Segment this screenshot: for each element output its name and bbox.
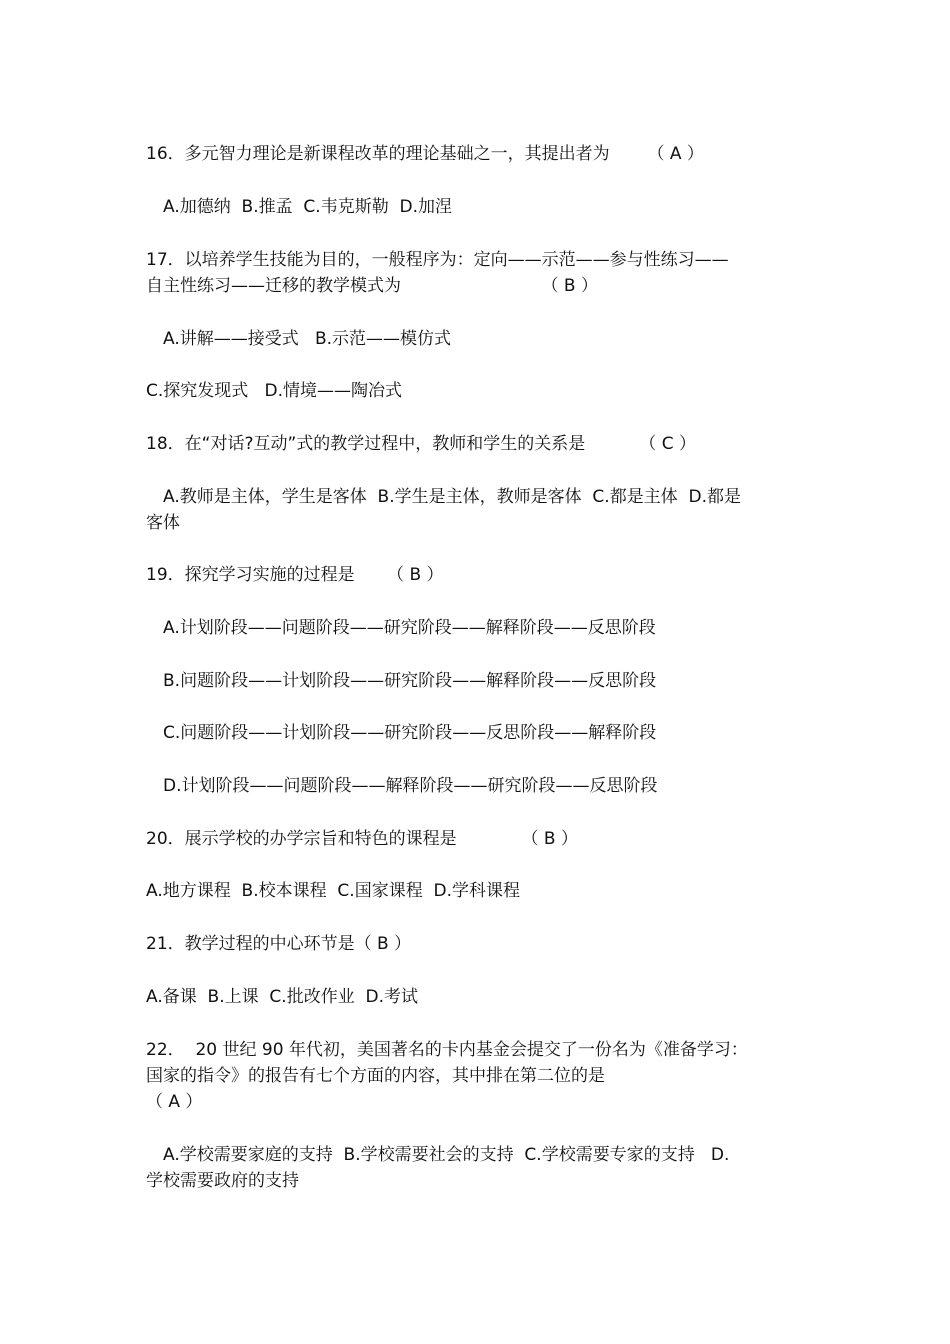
question-17-line-1: 17．以培养学生技能为目的，一般程序为：定向——示范——参与性练习—— bbox=[146, 250, 729, 270]
question-22-line-1: 22． 20 世纪 90 年代初，美国著名的卡内基金会提交了一份名为《准备学习： bbox=[146, 1040, 748, 1060]
question-22-answer: （ A ） bbox=[146, 1092, 203, 1112]
question-18-options-line-2: 客体 bbox=[146, 513, 180, 533]
question-19-option-a: A.计划阶段——问题阶段——研究阶段——解释阶段——反思阶段 bbox=[163, 618, 656, 638]
question-19-option-b: B.问题阶段——计划阶段——研究阶段——解释阶段——反思阶段 bbox=[163, 671, 657, 691]
question-22-line-2: 国家的指令》的报告有七个方面的内容，其中排在第二位的是 bbox=[146, 1066, 605, 1086]
question-17-line-2: 自主性练习——迁移的教学模式为 （ B ） bbox=[146, 276, 598, 296]
question-16: 16．多元智力理论是新课程改革的理论基础之一，其提出者为 （ A ） bbox=[146, 144, 704, 164]
question-22-options-line-2: 学校需要政府的支持 bbox=[146, 1171, 299, 1191]
question-16-options: A.加德纳 B.推孟 C.韦克斯勒 D.加涅 bbox=[163, 197, 452, 217]
question-18-options-line-1: A.教师是主体，学生是客体 B.学生是主体，教师是客体 C.都是主体 D.都是 bbox=[163, 487, 741, 507]
question-20-options: A.地方课程 B.校本课程 C.国家课程 D.学科课程 bbox=[146, 881, 520, 901]
question-22-options-line-1: A.学校需要家庭的支持 B.学校需要社会的支持 C.学校需要专家的支持 D. bbox=[163, 1145, 730, 1165]
question-21: 21．教学过程的中心环节是（ B ） bbox=[146, 934, 412, 954]
question-21-options: A.备课 B.上课 C.批改作业 D.考试 bbox=[146, 987, 418, 1007]
question-17-options-1: A.讲解——接受式 B.示范——模仿式 bbox=[163, 329, 452, 349]
question-17-options-2: C.探究发现式 D.情境——陶冶式 bbox=[146, 381, 402, 401]
question-19-option-d: D.计划阶段——问题阶段——解释阶段——研究阶段——反思阶段 bbox=[163, 776, 658, 796]
question-20: 20．展示学校的办学宗旨和特色的课程是 （ B ） bbox=[146, 829, 578, 849]
question-18: 18．在“对话?互动”式的教学过程中，教师和学生的关系是 （ C ） bbox=[146, 434, 696, 454]
question-19: 19．探究学习实施的过程是 （ B ） bbox=[146, 565, 444, 585]
question-19-option-c: C.问题阶段——计划阶段——研究阶段——反思阶段——解释阶段 bbox=[163, 723, 657, 743]
